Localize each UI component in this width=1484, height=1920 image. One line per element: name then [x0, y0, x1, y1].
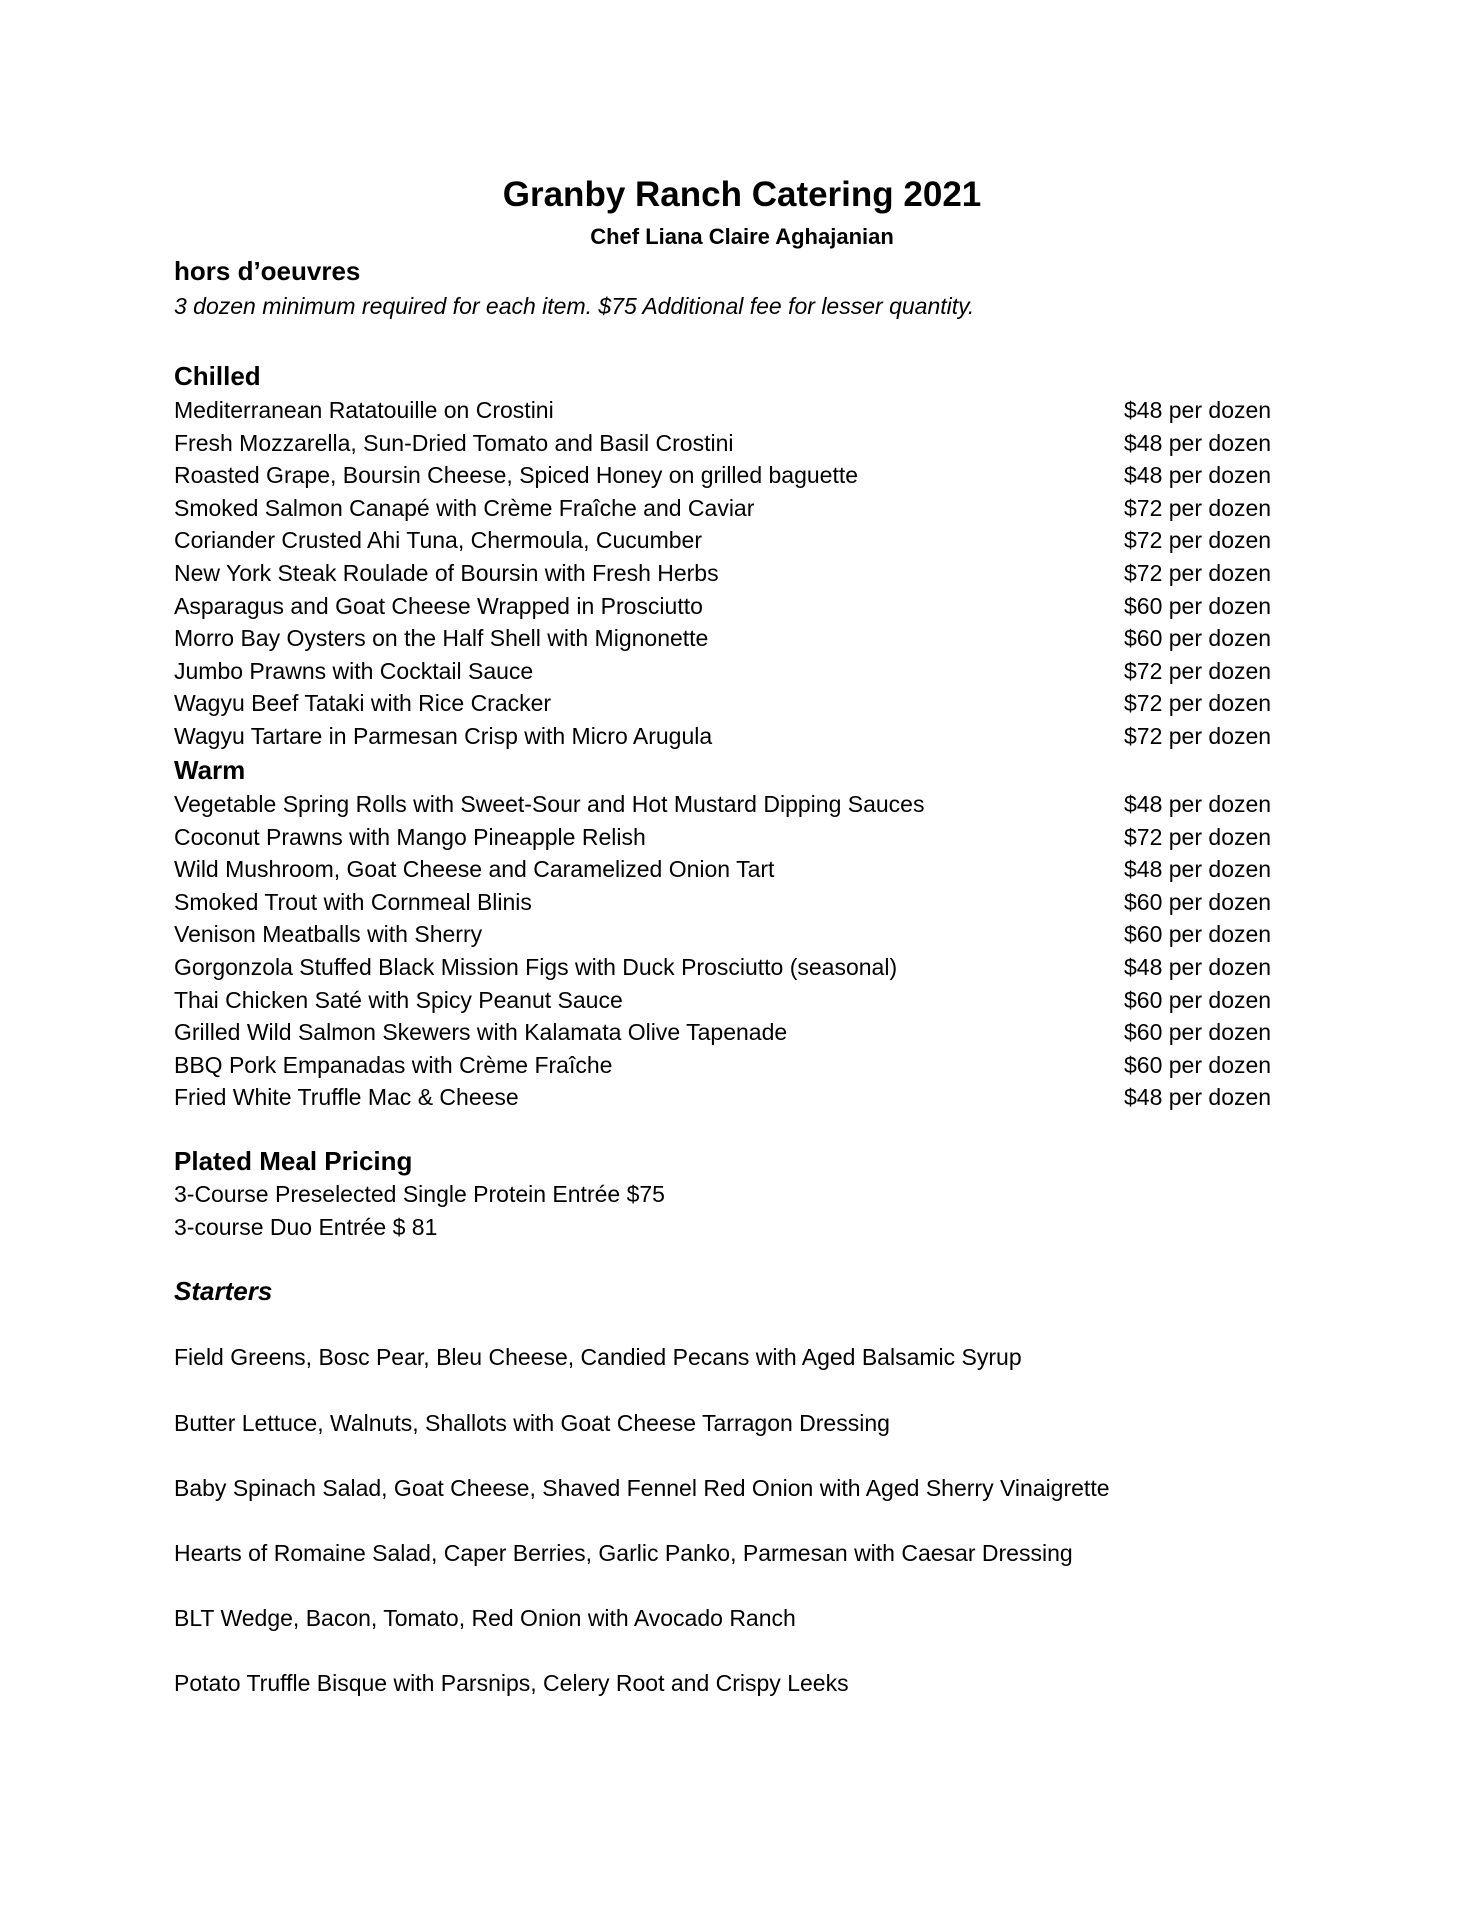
page-title: Granby Ranch Catering 2021 [502, 175, 982, 214]
starter-item: Butter Lettuce, Walnuts, Shallots with Goat Cheese Tarragon Dressing [174, 1410, 890, 1436]
menu-item-row [174, 687, 1284, 720]
warm-heading: Warm [174, 755, 246, 785]
plated-line: 3-Course Preselected Single Protein Entrée $75 [174, 1181, 665, 1207]
starter-item: Hearts of Romaine Salad, Caper Berries, Garlic Panko, Parmesan with Caesar Dressing [174, 1540, 1073, 1566]
menu-item-price: $60 per dozen [1124, 1051, 1272, 1078]
menu-item-price: $72 per dozen [1124, 690, 1272, 717]
menu-item-name: Mediterranean Ratatouille on Crostini [174, 397, 554, 423]
menu-item-price: $72 per dozen [1124, 527, 1272, 554]
menu-item-price: $48 per dozen [1124, 856, 1272, 883]
menu-item-name: Wild Mushroom, Goat Cheese and Caramelized Onion Tart [174, 856, 775, 883]
menu-item-price: $60 per dozen [1124, 625, 1272, 652]
menu-item-price: $48 per dozen [1124, 462, 1272, 489]
menu-item-row [174, 918, 1284, 951]
menu-item-price: $48 per dozen [1124, 1084, 1272, 1111]
menu-item-row [174, 1049, 1284, 1082]
menu-item-price: $60 per dozen [1124, 1019, 1272, 1046]
menu-item-price: $72 per dozen [1124, 657, 1272, 684]
menu-item-row [174, 886, 1284, 919]
chilled-heading: Chilled [174, 361, 261, 391]
menu-item-row [174, 788, 1284, 821]
menu-item-price: $48 per dozen [1124, 791, 1272, 817]
menu-item-row [174, 853, 1284, 886]
starter-item: BLT Wedge, Bacon, Tomato, Red Onion with Avocado Ranch [174, 1605, 796, 1631]
menu-item-name: Thai Chicken Saté with Spicy Peanut Sauce [174, 986, 623, 1013]
menu-item-name: Coriander Crusted Ahi Tuna, Chermoula, Cucumber [174, 527, 702, 554]
menu-item-row [174, 1081, 1284, 1114]
menu-item-price: $72 per dozen [1124, 494, 1272, 521]
menu-item-row [174, 622, 1284, 655]
menu-item-row [174, 1016, 1284, 1049]
menu-item-name: Venison Meatballs with Sherry [174, 921, 483, 948]
menu-item-row [174, 524, 1284, 557]
menu-item-row [174, 655, 1284, 688]
plated-line: 3-course Duo Entrée $ 81 [174, 1214, 438, 1240]
menu-item-name: Jumbo Prawns with Cocktail Sauce [174, 657, 534, 684]
starter-item: Field Greens, Bosc Pear, Bleu Cheese, Candied Pecans with Aged Balsamic Syrup [174, 1344, 1022, 1370]
minimum-note: 3 dozen minimum required for each item. $75 Additional fee for lesser quantity. [174, 293, 975, 319]
menu-item-name: Fresh Mozzarella, Sun-Dried Tomato and Basil Crostini [174, 429, 734, 456]
menu-item-name: Vegetable Spring Rolls with Sweet-Sour and Hot Mustard Dipping Sauces [174, 791, 925, 817]
menu-item-row [174, 821, 1284, 854]
menu-item-price: $72 per dozen [1124, 559, 1272, 586]
menu-item-name: Grilled Wild Salmon Skewers with Kalamata Olive Tapenade [174, 1019, 788, 1046]
menu-item-name: Coconut Prawns with Mango Pineapple Relish [174, 823, 646, 850]
menu-item-price: $48 per dozen [1124, 397, 1272, 423]
menu-item-price: $72 per dozen [1124, 722, 1272, 749]
menu-item-name: New York Steak Roulade of Boursin with Fresh Herbs [174, 559, 719, 586]
warm-list [174, 788, 1284, 1114]
menu-item-row [174, 492, 1284, 525]
menu-item-row [174, 720, 1284, 753]
menu-item-row [174, 427, 1284, 460]
menu-item-name: Smoked Trout with Cornmeal Blinis [174, 888, 532, 915]
menu-item-name: Wagyu Tartare in Parmesan Crisp with Micro Arugula [174, 722, 713, 749]
menu-item-row [174, 557, 1284, 590]
menu-item-row [174, 459, 1284, 492]
menu-item-price: $60 per dozen [1124, 888, 1272, 915]
menu-item-row [174, 951, 1284, 984]
menu-item-price: $72 per dozen [1124, 823, 1272, 850]
hors-doeuvres-heading: hors d’oeuvres [174, 256, 361, 286]
menu-item-name: Wagyu Beef Tataki with Rice Cracker [174, 690, 552, 717]
menu-item-name: Gorgonzola Stuffed Black Mission Figs with Duck Prosciutto (seasonal) [174, 953, 898, 980]
menu-item-name: Smoked Salmon Canapé with Crème Fraîche and Caviar [174, 494, 755, 521]
plated-heading: Plated Meal Pricing [174, 1146, 413, 1176]
starter-item: Potato Truffle Bisque with Parsnips, Celery Root and Crispy Leeks [174, 1670, 849, 1696]
menu-item-price: $48 per dozen [1124, 953, 1272, 980]
starters-heading: Starters [174, 1276, 273, 1306]
menu-item-name: Fried White Truffle Mac & Cheese [174, 1084, 519, 1111]
chilled-list [174, 394, 1284, 753]
menu-item-price: $60 per dozen [1124, 986, 1272, 1013]
menu-item-price: $60 per dozen [1124, 592, 1272, 619]
menu-item-name: Asparagus and Goat Cheese Wrapped in Prosciutto [174, 592, 703, 619]
menu-item-row [174, 590, 1284, 623]
starter-item: Baby Spinach Salad, Goat Cheese, Shaved Fennel Red Onion with Aged Sherry Vinaigrette [174, 1475, 1110, 1501]
menu-item-price: $60 per dozen [1124, 921, 1272, 948]
menu-item-name: BBQ Pork Empanadas with Crème Fraîche [174, 1051, 613, 1078]
menu-item-row [174, 394, 1284, 427]
menu-item-row [174, 984, 1284, 1017]
menu-item-name: Morro Bay Oysters on the Half Shell with Mignonette [174, 625, 709, 652]
menu-item-price: $48 per dozen [1124, 429, 1272, 456]
menu-item-name: Roasted Grape, Boursin Cheese, Spiced Honey on grilled baguette [174, 462, 859, 489]
chef-name: Chef Liana Claire Aghajanian [590, 224, 894, 249]
